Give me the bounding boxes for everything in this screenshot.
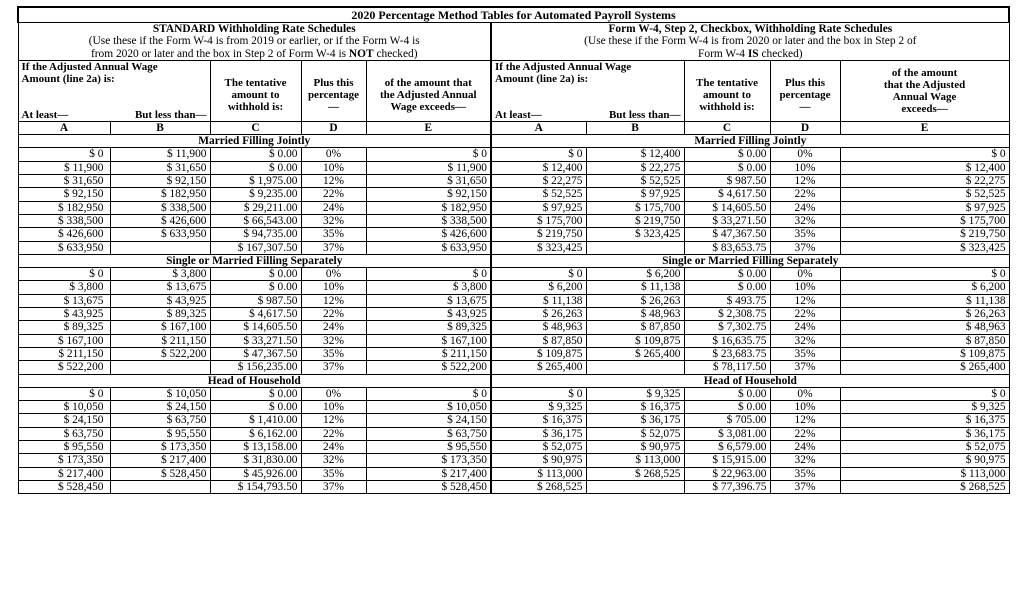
left-cell: 12% <box>301 294 366 307</box>
right-cell: $ 987.50 <box>684 175 770 188</box>
tax-table-document <box>17 6 1008 602</box>
left-cell: $ 45,926.00 <box>210 467 301 480</box>
right-cell: $ 219,750 <box>840 228 1009 241</box>
right-cell: $ 97,925 <box>491 201 586 214</box>
left-cell: $ 89,325 <box>366 321 491 334</box>
column-letter-row: A B C D E A B C D E <box>18 121 1009 134</box>
right-cell: $ 97,925 <box>586 188 684 201</box>
right-cell: $ 0 <box>491 387 586 400</box>
right-cell: $ 109,875 <box>840 347 1009 360</box>
left-cell: 0% <box>301 148 366 161</box>
table-row <box>18 321 1009 334</box>
left-cell: 0% <box>301 268 366 281</box>
left-cell: $ 167,100 <box>110 321 210 334</box>
left-cell: $ 338,500 <box>110 201 210 214</box>
table-row <box>18 334 1009 347</box>
left-cell: $ 11,900 <box>110 148 210 161</box>
left-cell: $ 522,200 <box>110 347 210 360</box>
right-cell: $ 26,263 <box>491 308 586 321</box>
right-but-less-header: But less than— <box>586 109 684 122</box>
left-cell: $ 13,675 <box>366 294 491 307</box>
right-cell: 24% <box>770 441 840 454</box>
right-cell: 12% <box>770 294 840 307</box>
left-cell: $ 0.00 <box>210 148 301 161</box>
right-cell: $ 22,275 <box>586 161 684 174</box>
left-cell: $ 13,158.00 <box>210 441 301 454</box>
right-at-least-header: At least— <box>491 109 586 122</box>
right-cell: 37% <box>770 241 840 254</box>
left-cell: $ 11,900 <box>366 161 491 174</box>
left-cell: $ 63,750 <box>366 427 491 440</box>
right-cell: $ 23,683.75 <box>684 347 770 360</box>
left-cell: $ 0.00 <box>210 268 301 281</box>
right-cell: $ 0.00 <box>684 148 770 161</box>
right-cell: $ 16,375 <box>491 414 586 427</box>
left-cell: $ 10,050 <box>366 401 491 414</box>
left-cell: $ 43,925 <box>110 294 210 307</box>
left-cell: $ 13,675 <box>110 281 210 294</box>
left-cell: 0% <box>301 387 366 400</box>
table-row <box>18 347 1009 360</box>
left-cell: 22% <box>301 308 366 321</box>
right-panel-sub1: (Use these if the Form W-4 is from 2020 or later and the box in Step 2 of <box>584 35 917 48</box>
right-section-title: Married Filling Jointly <box>491 135 1009 148</box>
right-cell: $ 87,850 <box>491 334 586 347</box>
left-cell: 35% <box>301 467 366 480</box>
left-cell: $ 31,830.00 <box>210 454 301 467</box>
left-cell: $ 528,450 <box>366 480 491 493</box>
right-cell: $ 15,915.00 <box>684 454 770 467</box>
right-cell: 32% <box>770 454 840 467</box>
right-cell: 24% <box>770 201 840 214</box>
left-cell: $ 95,550 <box>366 441 491 454</box>
left-tentative-header: The tentative amount to withhold is: <box>210 60 301 121</box>
right-cell: $ 22,963.00 <box>684 467 770 480</box>
right-cell: $ 705.00 <box>684 414 770 427</box>
right-cell: $ 48,963 <box>491 321 586 334</box>
left-cell: $ 338,500 <box>18 214 110 227</box>
table-row <box>18 441 1009 454</box>
left-cell: 35% <box>301 228 366 241</box>
right-cell: $ 219,750 <box>586 214 684 227</box>
left-cell: $ 43,925 <box>18 308 110 321</box>
right-cell <box>586 480 684 493</box>
left-panel-sub2: from 2020 or later and the box in Step 2 of Form W-4 is NOT checked) <box>90 47 418 60</box>
left-cell: $ 987.50 <box>210 294 301 307</box>
left-cell: $ 167,307.50 <box>210 241 301 254</box>
left-cell: $ 95,550 <box>110 427 210 440</box>
left-cell: $ 63,750 <box>18 427 110 440</box>
right-cell: $ 52,075 <box>491 441 586 454</box>
left-cell: $ 9,235.00 <box>210 188 301 201</box>
left-cell: 12% <box>301 414 366 427</box>
left-cell: 10% <box>301 401 366 414</box>
left-cell: 10% <box>301 161 366 174</box>
right-cell: $ 9,325 <box>586 387 684 400</box>
left-cell: $ 156,235.00 <box>210 361 301 374</box>
right-cell: $ 265,400 <box>586 347 684 360</box>
left-cell: $ 167,100 <box>366 334 491 347</box>
left-cell: $ 173,350 <box>366 454 491 467</box>
left-cell: 12% <box>301 175 366 188</box>
right-cell: $ 36,175 <box>491 427 586 440</box>
right-cell: $ 87,850 <box>586 321 684 334</box>
right-cell: $ 77,396.75 <box>684 480 770 493</box>
right-cell: $ 219,750 <box>491 228 586 241</box>
left-cell: $ 89,325 <box>110 308 210 321</box>
right-tentative-header: The tentative amount to withhold is: <box>684 60 770 121</box>
left-cell: $ 92,150 <box>366 188 491 201</box>
right-cell: $ 11,138 <box>586 281 684 294</box>
right-cell <box>586 241 684 254</box>
right-cell: $ 12,400 <box>491 161 586 174</box>
left-cell: $ 1,410.00 <box>210 414 301 427</box>
left-cell: $ 0.00 <box>210 161 301 174</box>
right-cell: $ 90,975 <box>840 454 1009 467</box>
table-row <box>18 308 1009 321</box>
right-cell: $ 6,200 <box>840 281 1009 294</box>
left-cell: $ 426,600 <box>366 228 491 241</box>
right-cell: $ 83,653.75 <box>684 241 770 254</box>
right-cell: $ 323,425 <box>491 241 586 254</box>
right-cell: $ 90,975 <box>586 441 684 454</box>
left-cell: $ 92,150 <box>110 175 210 188</box>
right-cell: $ 52,075 <box>586 427 684 440</box>
left-cell: $ 633,950 <box>110 228 210 241</box>
left-cell: $ 0 <box>18 268 110 281</box>
left-cell: $ 0.00 <box>210 387 301 400</box>
right-cell: $ 109,875 <box>586 334 684 347</box>
right-cell: $ 16,375 <box>586 401 684 414</box>
left-at-least-header: At least— <box>18 109 110 122</box>
right-panel-header <box>491 23 1009 61</box>
left-cell: $ 24,150 <box>18 414 110 427</box>
table-row <box>18 467 1009 480</box>
table-row <box>18 480 1009 493</box>
right-cell: 24% <box>770 321 840 334</box>
right-cell: $ 36,175 <box>840 427 1009 440</box>
right-cell: $ 0 <box>491 268 586 281</box>
right-cell: $ 265,400 <box>491 361 586 374</box>
right-cell: 22% <box>770 308 840 321</box>
left-cell: $ 24,150 <box>366 414 491 427</box>
right-cell: 37% <box>770 361 840 374</box>
left-panel-header <box>18 23 491 61</box>
right-cell: $ 16,635.75 <box>684 334 770 347</box>
left-cell: 32% <box>301 214 366 227</box>
right-cell: $ 48,963 <box>840 321 1009 334</box>
table-row <box>18 228 1009 241</box>
right-cell: $ 33,271.50 <box>684 214 770 227</box>
right-cell: $ 52,525 <box>491 188 586 201</box>
right-section-title: Single or Married Filling Separately <box>491 254 1009 267</box>
right-cell: 22% <box>770 427 840 440</box>
left-cell: $ 211,150 <box>366 347 491 360</box>
left-cell: 32% <box>301 454 366 467</box>
table-row <box>18 175 1009 188</box>
right-cell: $ 175,700 <box>840 214 1009 227</box>
left-cell: $ 211,150 <box>18 347 110 360</box>
right-exceeds-header: of the amount that the Adjusted Annual Wage exceeds— <box>840 60 1009 121</box>
right-cell: $ 11,138 <box>491 294 586 307</box>
left-cell <box>110 241 210 254</box>
right-cell: $ 4,617.50 <box>684 188 770 201</box>
right-cell: $ 87,850 <box>840 334 1009 347</box>
left-cell: $ 217,400 <box>18 467 110 480</box>
left-cell: $ 0 <box>366 148 491 161</box>
right-cell: $ 22,275 <box>840 175 1009 188</box>
table-row <box>18 214 1009 227</box>
left-cell: 22% <box>301 188 366 201</box>
table-row <box>18 281 1009 294</box>
table-row <box>18 161 1009 174</box>
left-cell: $ 66,543.00 <box>210 214 301 227</box>
left-cell: $ 173,350 <box>110 441 210 454</box>
right-cell: $ 113,000 <box>586 454 684 467</box>
section-heading-row <box>18 374 1009 387</box>
right-cell: 35% <box>770 467 840 480</box>
left-cell: $ 24,150 <box>110 401 210 414</box>
percentage-method-table <box>17 6 1010 494</box>
right-cell: $ 9,325 <box>840 401 1009 414</box>
left-panel-heading: STANDARD Withholding Rate Schedules <box>152 23 356 35</box>
right-cell: $ 78,117.50 <box>684 361 770 374</box>
right-cell: $ 2,308.75 <box>684 308 770 321</box>
section-heading-row <box>18 254 1009 267</box>
right-cell: 32% <box>770 214 840 227</box>
right-cell: $ 6,200 <box>491 281 586 294</box>
right-cell: $ 0.00 <box>684 401 770 414</box>
right-cell: $ 52,525 <box>840 188 1009 201</box>
right-wage-header: If the Adjusted Annual Wage Amount (line 2a) is: <box>491 60 684 109</box>
left-section-title: Head of Household <box>18 374 491 387</box>
right-cell: 12% <box>770 175 840 188</box>
table-row <box>18 294 1009 307</box>
right-cell: $ 0.00 <box>684 281 770 294</box>
table-row <box>18 268 1009 281</box>
left-cell: $ 33,271.50 <box>210 334 301 347</box>
left-cell: $ 426,600 <box>18 228 110 241</box>
right-cell: $ 175,700 <box>491 214 586 227</box>
left-cell: 32% <box>301 334 366 347</box>
right-cell: 10% <box>770 401 840 414</box>
right-cell: $ 113,000 <box>840 467 1009 480</box>
left-cell: $ 522,200 <box>18 361 110 374</box>
right-cell: $ 11,138 <box>840 294 1009 307</box>
right-cell: 10% <box>770 161 840 174</box>
left-cell: $ 94,735.00 <box>210 228 301 241</box>
left-cell: $ 0 <box>366 387 491 400</box>
left-cell: $ 13,675 <box>18 294 110 307</box>
right-cell: 0% <box>770 148 840 161</box>
right-cell: $ 36,175 <box>586 414 684 427</box>
left-cell: $ 31,650 <box>18 175 110 188</box>
right-cell: 0% <box>770 387 840 400</box>
left-cell: 37% <box>301 480 366 493</box>
right-cell: $ 26,263 <box>840 308 1009 321</box>
right-cell: 37% <box>770 480 840 493</box>
right-cell: $ 0 <box>840 148 1009 161</box>
left-cell: 37% <box>301 241 366 254</box>
left-cell: $ 173,350 <box>18 454 110 467</box>
right-cell: $ 493.75 <box>684 294 770 307</box>
right-cell: $ 97,925 <box>840 201 1009 214</box>
right-cell: 35% <box>770 228 840 241</box>
left-cell: $ 0.00 <box>210 401 301 414</box>
left-cell: $ 43,925 <box>366 308 491 321</box>
right-cell: $ 0 <box>840 387 1009 400</box>
right-cell: $ 0 <box>491 148 586 161</box>
right-cell: 35% <box>770 347 840 360</box>
right-cell: $ 90,975 <box>491 454 586 467</box>
left-section-title: Single or Married Filling Separately <box>18 254 491 267</box>
right-cell: $ 48,963 <box>586 308 684 321</box>
left-cell <box>110 480 210 493</box>
left-cell: $ 0 <box>366 268 491 281</box>
right-cell: $ 113,000 <box>491 467 586 480</box>
right-percentage-header: Plus this percentage — <box>770 60 840 121</box>
left-cell: $ 0.00 <box>210 281 301 294</box>
table-row <box>18 188 1009 201</box>
left-cell: $ 14,605.50 <box>210 321 301 334</box>
left-cell: $ 528,450 <box>18 480 110 493</box>
left-cell: $ 528,450 <box>110 467 210 480</box>
left-cell: $ 0 <box>18 148 110 161</box>
right-cell: $ 9,325 <box>491 401 586 414</box>
right-cell: $ 268,525 <box>491 480 586 493</box>
right-panel-heading: Form W-4, Step 2, Checkbox, Withholding Rate Schedules <box>608 23 893 35</box>
right-cell: $ 0.00 <box>684 161 770 174</box>
page-title: 2020 Percentage Method Tables for Automated Payroll Systems <box>18 7 1009 23</box>
right-cell: $ 175,700 <box>586 201 684 214</box>
left-cell: $ 167,100 <box>18 334 110 347</box>
left-cell: $ 633,950 <box>366 241 491 254</box>
right-cell: $ 12,400 <box>586 148 684 161</box>
left-section-title: Married Filling Jointly <box>18 135 491 148</box>
right-cell: $ 323,425 <box>586 228 684 241</box>
right-cell: $ 268,525 <box>586 467 684 480</box>
right-cell: $ 52,075 <box>840 441 1009 454</box>
right-section-title: Head of Household <box>491 374 1009 387</box>
table-row <box>18 387 1009 400</box>
right-cell: $ 6,200 <box>586 268 684 281</box>
left-cell: 22% <box>301 427 366 440</box>
table-row <box>18 201 1009 214</box>
left-cell: 10% <box>301 281 366 294</box>
left-cell: $ 10,050 <box>18 401 110 414</box>
left-cell: $ 31,650 <box>366 175 491 188</box>
left-cell: $ 522,200 <box>366 361 491 374</box>
left-cell: $ 182,950 <box>110 188 210 201</box>
right-cell: $ 323,425 <box>840 241 1009 254</box>
right-cell: $ 7,302.75 <box>684 321 770 334</box>
left-exceeds-header: of the amount that the Adjusted Annual Wage exceeds— <box>366 60 491 121</box>
left-cell: 37% <box>301 361 366 374</box>
table-row <box>18 361 1009 374</box>
right-cell: 12% <box>770 414 840 427</box>
right-cell: $ 0 <box>840 268 1009 281</box>
right-cell: $ 0.00 <box>684 387 770 400</box>
left-panel-sub1: (Use these if the Form W-4 is from 2019 or earlier, or if the Form W-4 is <box>88 35 420 48</box>
right-cell: $ 52,525 <box>586 175 684 188</box>
table-row <box>18 427 1009 440</box>
left-cell: $ 182,950 <box>18 201 110 214</box>
table-row <box>18 454 1009 467</box>
right-cell: $ 109,875 <box>491 347 586 360</box>
left-cell: $ 338,500 <box>366 214 491 227</box>
left-cell: $ 63,750 <box>110 414 210 427</box>
left-cell: $ 11,900 <box>18 161 110 174</box>
left-cell: $ 217,400 <box>110 454 210 467</box>
left-cell: $ 3,800 <box>366 281 491 294</box>
left-but-less-header: But less than— <box>110 109 210 122</box>
left-cell: 24% <box>301 441 366 454</box>
left-cell: 24% <box>301 321 366 334</box>
right-cell: 32% <box>770 334 840 347</box>
left-cell: 24% <box>301 201 366 214</box>
left-cell: $ 10,050 <box>110 387 210 400</box>
left-cell: $ 217,400 <box>366 467 491 480</box>
right-cell: $ 12,400 <box>840 161 1009 174</box>
left-cell: $ 31,650 <box>110 161 210 174</box>
table-row <box>18 414 1009 427</box>
left-cell <box>110 361 210 374</box>
right-cell: $ 268,525 <box>840 480 1009 493</box>
left-cell: $ 154,793.50 <box>210 480 301 493</box>
right-cell: 22% <box>770 188 840 201</box>
right-cell: $ 3,081.00 <box>684 427 770 440</box>
left-cell: $ 0 <box>18 387 110 400</box>
right-cell: $ 47,367.50 <box>684 228 770 241</box>
left-cell: $ 182,950 <box>366 201 491 214</box>
left-cell: 35% <box>301 347 366 360</box>
left-cell: $ 4,617.50 <box>210 308 301 321</box>
right-cell <box>586 361 684 374</box>
right-cell: $ 0.00 <box>684 268 770 281</box>
table-row <box>18 401 1009 414</box>
right-cell: $ 26,263 <box>586 294 684 307</box>
left-cell: $ 89,325 <box>18 321 110 334</box>
right-cell: 10% <box>770 281 840 294</box>
right-cell: $ 14,605.50 <box>684 201 770 214</box>
left-percentage-header: Plus this percentage — <box>301 60 366 121</box>
right-cell: $ 265,400 <box>840 361 1009 374</box>
left-cell: $ 92,150 <box>18 188 110 201</box>
left-cell: $ 6,162.00 <box>210 427 301 440</box>
left-cell: $ 95,550 <box>18 441 110 454</box>
right-cell: 0% <box>770 268 840 281</box>
right-cell: $ 22,275 <box>491 175 586 188</box>
table-row <box>18 148 1009 161</box>
left-cell: $ 633,950 <box>18 241 110 254</box>
left-cell: $ 29,211.00 <box>210 201 301 214</box>
left-cell: $ 47,367.50 <box>210 347 301 360</box>
left-cell: $ 3,800 <box>18 281 110 294</box>
left-cell: $ 1,975.00 <box>210 175 301 188</box>
table-row <box>18 241 1009 254</box>
left-cell: $ 211,150 <box>110 334 210 347</box>
left-cell: $ 426,600 <box>110 214 210 227</box>
right-cell: $ 16,375 <box>840 414 1009 427</box>
left-cell: $ 3,800 <box>110 268 210 281</box>
right-panel-sub2: Form W-4 IS checked) <box>698 47 803 60</box>
right-cell: $ 6,579.00 <box>684 441 770 454</box>
section-heading-row <box>18 135 1009 148</box>
left-wage-header: If the Adjusted Annual Wage Amount (line 2a) is: <box>18 60 210 109</box>
